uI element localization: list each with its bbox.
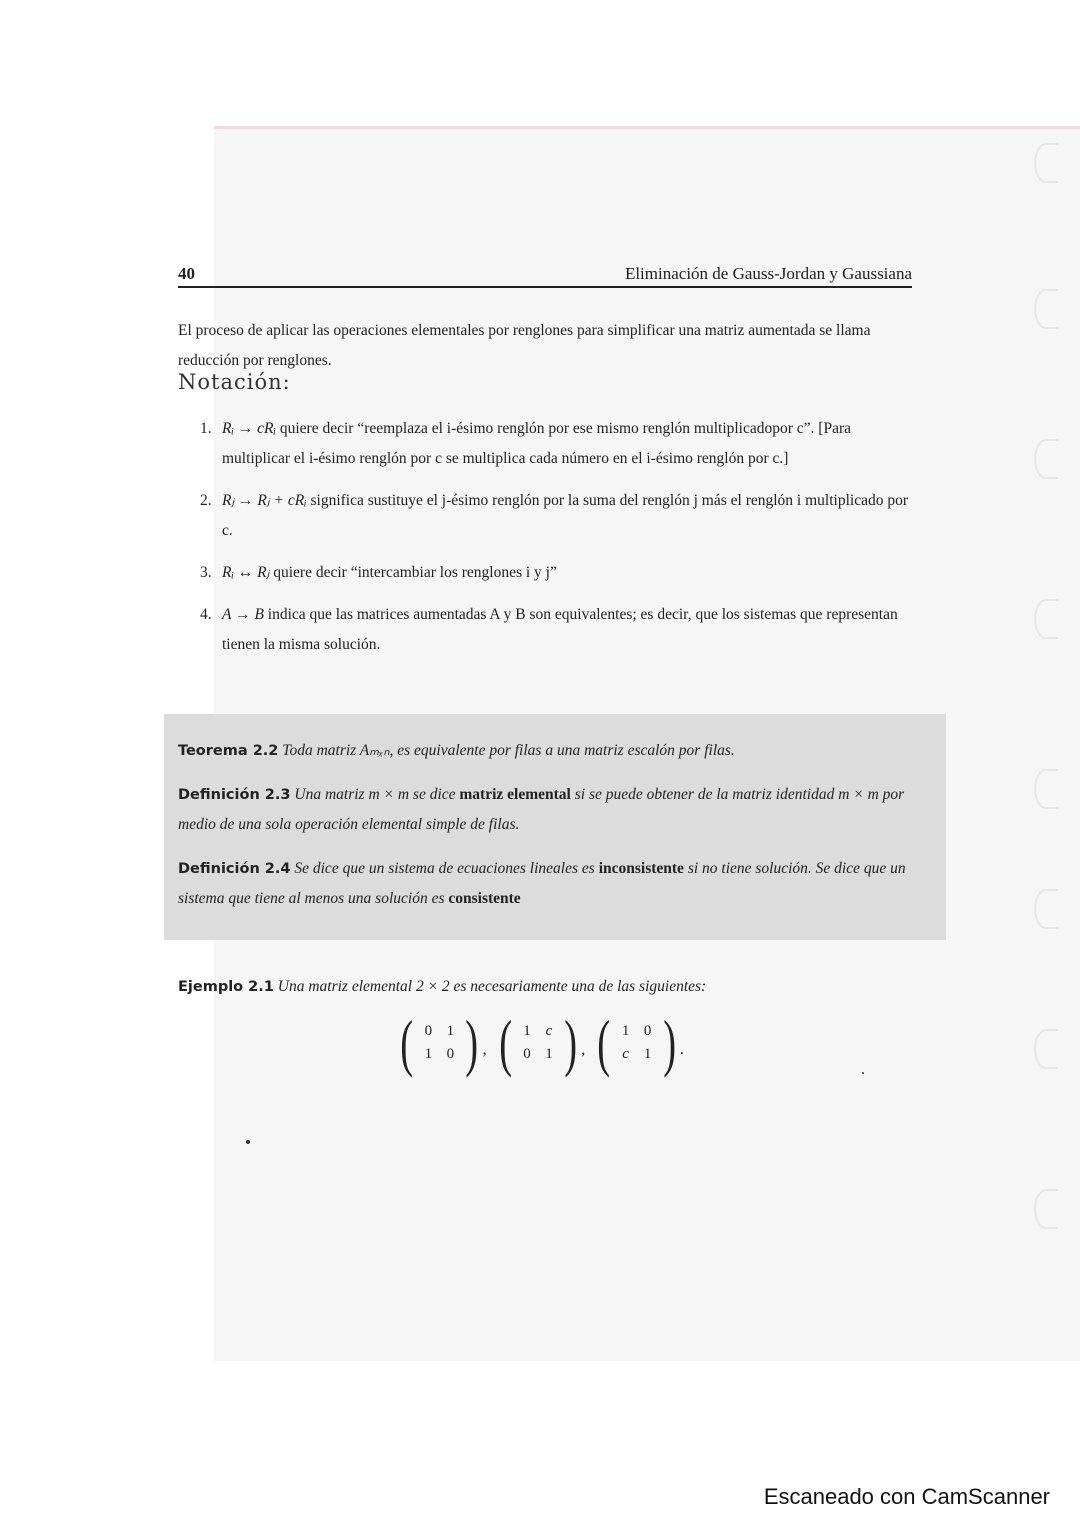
matrix-separator: .	[679, 1041, 684, 1058]
matrix-entry: 1	[545, 1046, 553, 1062]
scanner-watermark: Escaneado con CamScanner	[763, 1484, 1050, 1509]
right-paren: )	[564, 1007, 577, 1078]
definition-block	[178, 780, 938, 840]
intro-paragraph: El proceso de aplicar las operaciones elementales por renglones para simplificar una matriz aumentada se llama reducción por renglones.	[178, 322, 871, 369]
definition-label: Definición 2.4	[178, 861, 291, 877]
matrix-entry: 0	[446, 1046, 455, 1062]
matrix-row	[396, 1007, 684, 1078]
binder-ring-mark	[1034, 769, 1058, 809]
matrix-entry: 1	[643, 1046, 652, 1062]
example-block	[178, 972, 938, 1002]
item-number: 2.	[200, 492, 212, 509]
binder-ring-mark	[1034, 439, 1058, 479]
item-text: quiere decir “reemplaza el i-ésimo renglón por ese mismo renglón multiplicadopor c”. [Para multiplicar el i-ésimo renglón por c se multiplica cada número en el i-ésimo renglón por c.]	[222, 420, 851, 467]
item-math: Rᵢ ↔ Rⱼ	[222, 564, 270, 581]
left-paren: (	[400, 1007, 414, 1078]
matrix	[593, 1007, 684, 1078]
binder-ring-mark	[1034, 289, 1058, 329]
matrix-entry: c	[622, 1046, 629, 1062]
definition-text: si no tiene solución. Se dice que un sistema que tiene al menos una solución es	[178, 860, 906, 907]
item-text: significa sustituye el j-ésimo renglón por la suma del renglón j más el renglón i multiplicado por c.	[222, 492, 908, 539]
binder-ring-mark	[1034, 1029, 1058, 1069]
item-number: 3.	[200, 564, 212, 581]
theorem-text: Toda matriz Aₘₓₙ, es equivalente por filas a una matriz escalón por filas.	[282, 742, 735, 759]
ink-speck	[246, 1140, 250, 1144]
item-number: 4.	[200, 606, 212, 623]
left-paren: (	[597, 1007, 611, 1078]
example-label: Ejemplo 2.1	[178, 979, 274, 995]
list-item	[178, 486, 912, 546]
left-paren: (	[498, 1007, 512, 1078]
matrix-entry: 1	[424, 1046, 433, 1062]
matrix	[396, 1007, 487, 1078]
binder-ring-mark	[1034, 1189, 1058, 1229]
chapter-title: Eliminación de Gauss-Jordan y Gaussiana	[624, 264, 912, 283]
notation-list	[178, 414, 912, 672]
matrix-entry: c	[545, 1023, 553, 1039]
binder-ring-mark	[1034, 889, 1058, 929]
matrix-entry: 0	[424, 1023, 433, 1039]
matrix-separator: ,	[482, 1041, 487, 1058]
matrix-entry: 0	[643, 1023, 652, 1039]
page-header	[178, 262, 912, 288]
list-item	[178, 414, 912, 474]
page-number: 40	[178, 264, 195, 283]
matrix-entry: 1	[446, 1023, 455, 1039]
theorem-block	[178, 736, 938, 766]
definition-term: matriz elemental	[459, 786, 571, 803]
example-text: Una matriz elemental 2 × 2 es necesariamente una de las siguientes:	[277, 978, 707, 995]
notation-heading: Notación:	[178, 370, 291, 394]
ink-speck	[862, 1072, 864, 1074]
list-item	[178, 600, 912, 660]
binder-ring-mark	[1034, 143, 1058, 183]
item-number: 1.	[200, 420, 212, 437]
list-item	[178, 558, 912, 588]
definition-term: consistente	[448, 890, 521, 907]
item-math: A → B	[222, 606, 264, 623]
right-paren: )	[662, 1007, 676, 1078]
item-math: Rⱼ → Rⱼ + cRᵢ	[222, 492, 307, 509]
matrix-entry: 1	[621, 1023, 630, 1039]
definition-text: Se dice que un sistema de ecuaciones lineales es	[294, 860, 599, 877]
definition-text: Una matriz m × m se dice	[294, 786, 460, 803]
definition-label: Definición 2.3	[178, 787, 291, 803]
definition-term: inconsistente	[598, 860, 684, 877]
matrix-entry: 0	[523, 1046, 531, 1062]
binder-ring-mark	[1034, 599, 1058, 639]
item-math: Rᵢ → cRᵢ	[222, 420, 276, 437]
matrix-entry: 1	[523, 1023, 531, 1039]
matrix-separator: ,	[581, 1041, 586, 1058]
theorem-label: Teorema 2.2	[178, 743, 279, 759]
right-paren: )	[465, 1007, 479, 1078]
definition-text: si se puede obtener de la matriz identidad m × m por medio de una sola operación elemental simple de filas.	[178, 786, 905, 833]
item-text: indica que las matrices aumentadas A y B son equivalentes; es decir, que los sistemas que representan tienen la misma solución.	[222, 606, 898, 653]
definition-block	[178, 854, 938, 914]
item-text: quiere decir “intercambiar los renglones i y j”	[269, 564, 557, 581]
matrix	[495, 1007, 586, 1078]
